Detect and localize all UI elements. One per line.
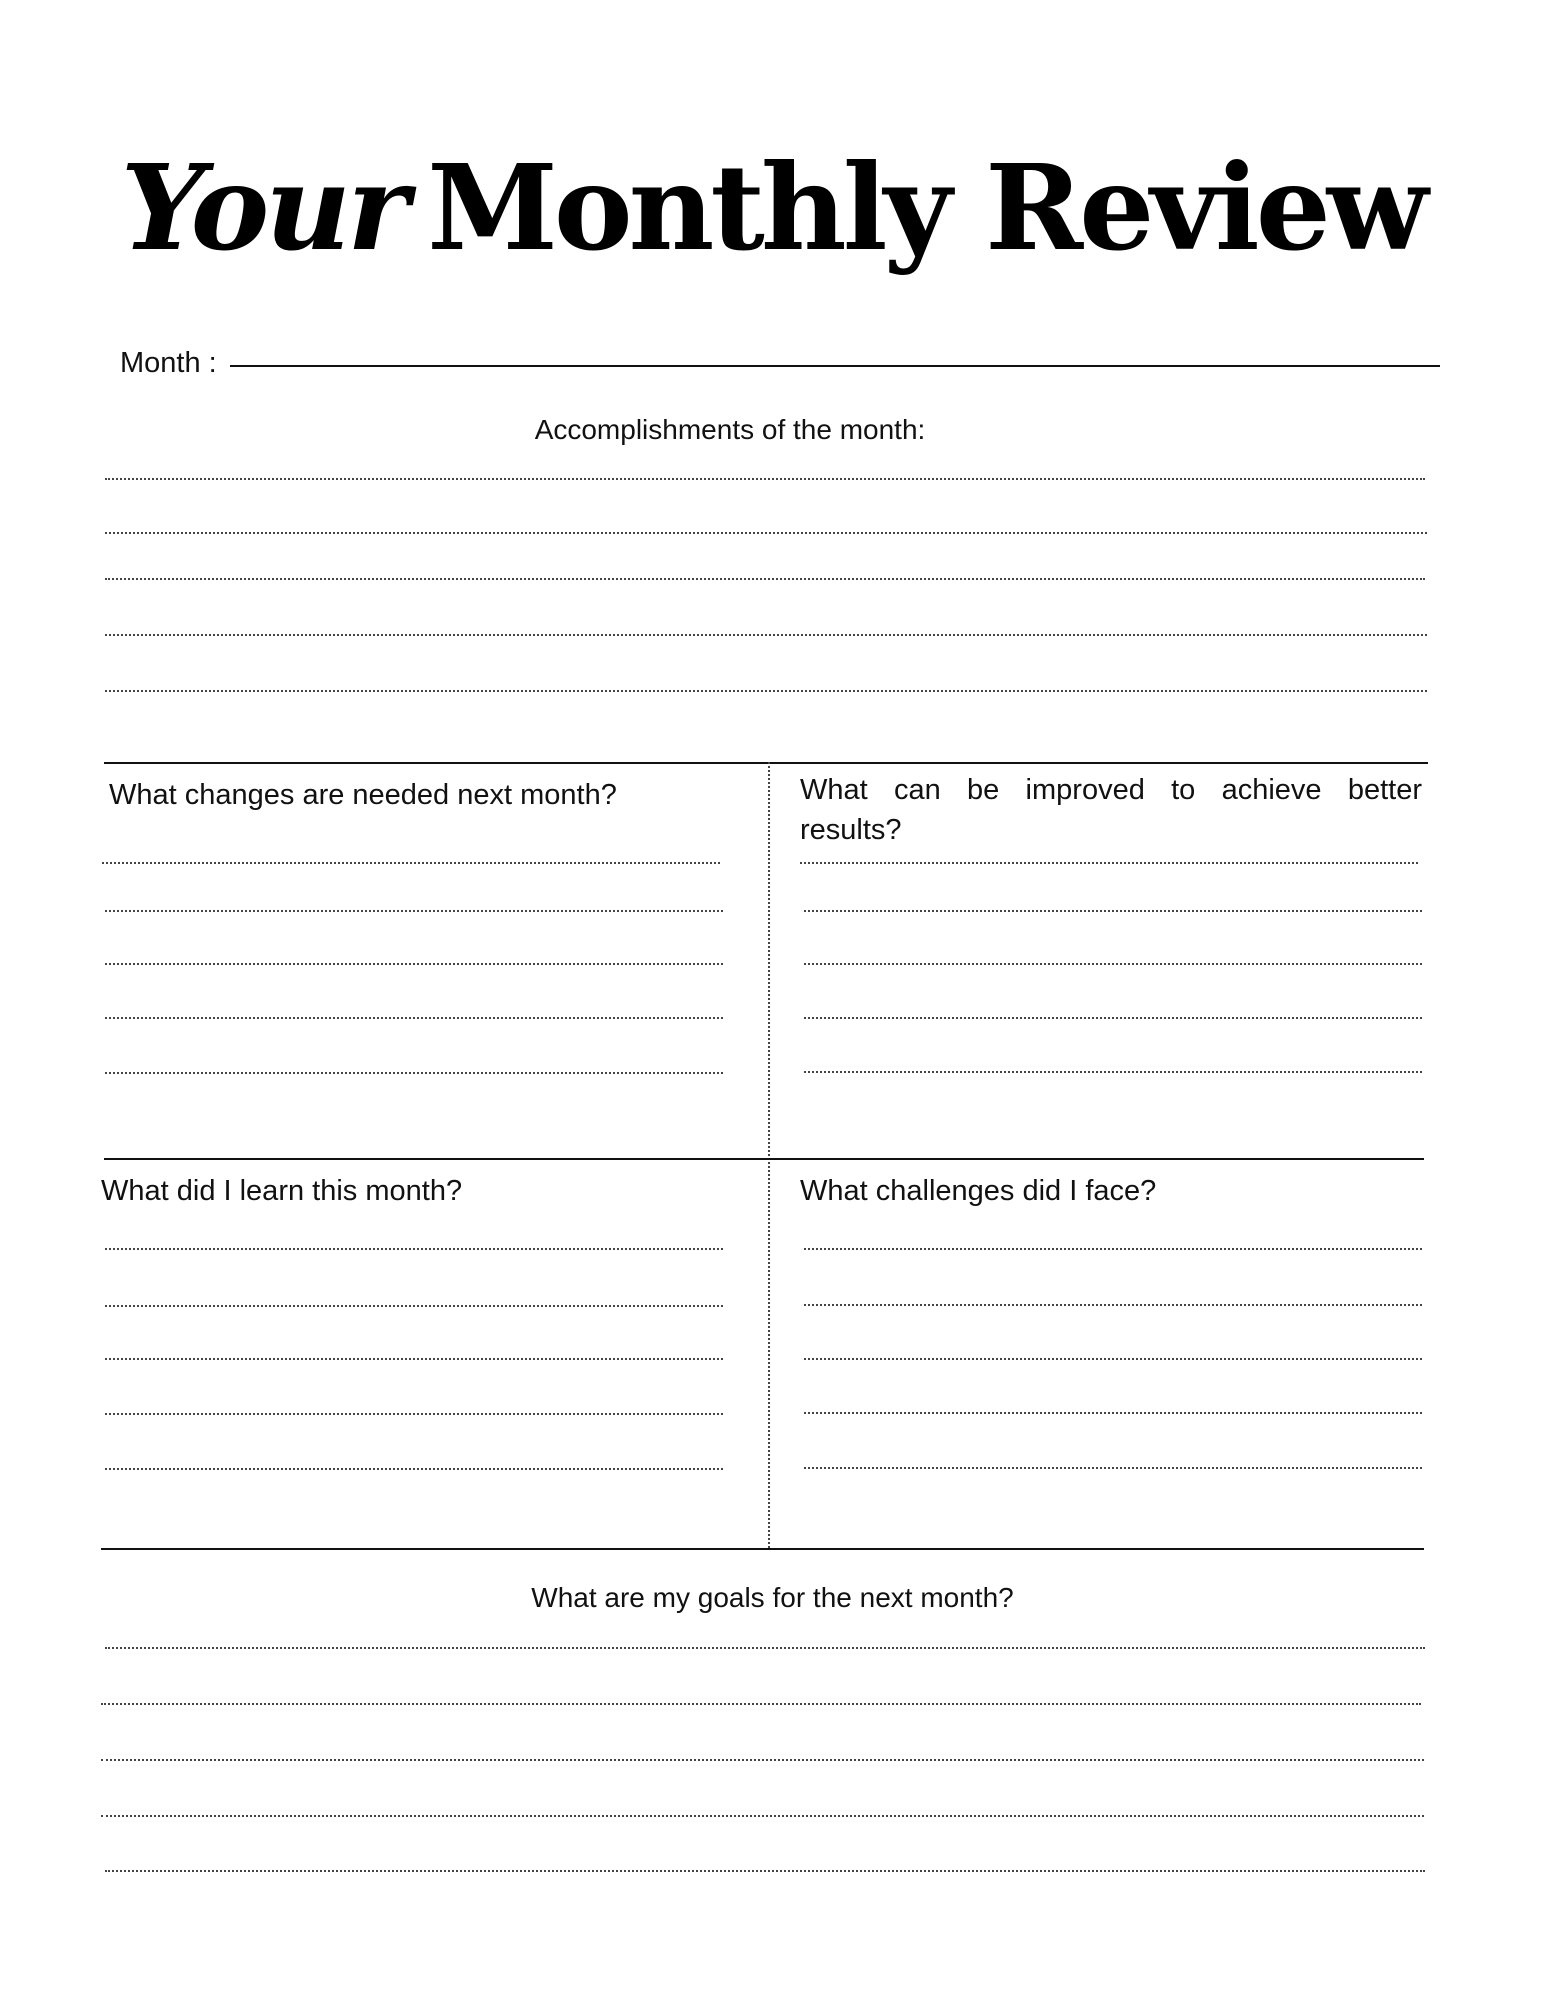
improve-line[interactable] [800, 862, 1418, 864]
challenges-line[interactable] [804, 1467, 1422, 1469]
challenges-heading: What challenges did I face? [800, 1175, 1157, 1207]
learn-heading: What did I learn this month? [101, 1175, 463, 1207]
goals-line[interactable] [105, 1870, 1425, 1872]
accomplishments-line[interactable] [105, 634, 1427, 636]
challenges-line[interactable] [804, 1248, 1422, 1250]
improve-line[interactable] [804, 1071, 1422, 1073]
learn-line[interactable] [105, 1468, 723, 1470]
section-divider [101, 1548, 1424, 1550]
section-divider [104, 762, 1428, 764]
goals-line[interactable] [105, 1647, 1425, 1649]
learn-line[interactable] [105, 1305, 723, 1307]
goals-line[interactable] [101, 1815, 1424, 1817]
goals-line[interactable] [101, 1703, 1421, 1705]
improve-line[interactable] [804, 910, 1422, 912]
changes-heading: What changes are needed next month? [109, 779, 617, 811]
section-divider [104, 1158, 1424, 1160]
challenges-line[interactable] [804, 1358, 1422, 1360]
goals-heading: What are my goals for the next month? [531, 1582, 1014, 1613]
learn-line[interactable] [105, 1358, 723, 1360]
accomplishments-line[interactable] [105, 578, 1425, 580]
month-label: Month : [120, 347, 217, 379]
title-rest: Monthly Review [427, 138, 1425, 277]
changes-line[interactable] [105, 910, 723, 912]
changes-line[interactable] [105, 1017, 723, 1019]
improve-line[interactable] [804, 1017, 1422, 1019]
accomplishments-line[interactable] [105, 690, 1427, 692]
improve-heading: What can be improved to achieve better results? [800, 774, 1422, 846]
changes-line[interactable] [105, 963, 723, 965]
title-italic: Your [120, 138, 406, 277]
accomplishments-line[interactable] [105, 532, 1427, 534]
page-title [0, 138, 1545, 278]
accomplishments-heading: Accomplishments of the month: [534, 414, 926, 445]
learn-line[interactable] [105, 1413, 723, 1415]
learn-line[interactable] [105, 1248, 723, 1250]
changes-line[interactable] [105, 1072, 723, 1074]
month-field-row [120, 340, 1440, 386]
accomplishments-line[interactable] [105, 478, 1425, 480]
month-input-line[interactable] [230, 365, 1440, 367]
changes-line[interactable] [102, 862, 720, 864]
challenges-line[interactable] [804, 1412, 1422, 1414]
challenges-line[interactable] [804, 1304, 1422, 1306]
improve-line[interactable] [804, 963, 1422, 965]
column-divider [768, 762, 770, 1548]
goals-line[interactable] [101, 1759, 1424, 1761]
